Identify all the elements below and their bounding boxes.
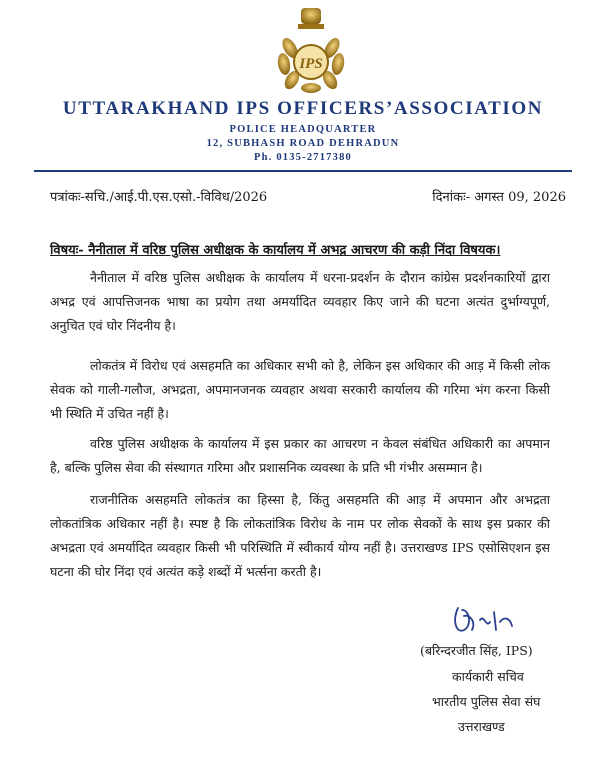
reference-number: पत्रांकः-सचि./आई.पी.एस.एसो.-विविध/2026 bbox=[50, 190, 268, 205]
body-paragraph-2: लोकतंत्र में विरोध एवं असहमति का अधिकार सभी को है, लेकिन इस अधिकार की आड़ में किसी लोक सेवक को गाली-गलौज, अभद्रता, अपमानजनक व्यवहार अथवा सरकारी कार्यालय की गरिमा भंग करना किसी भी स्थिति में उचित नहीं है। bbox=[50, 358, 550, 421]
signer-state: उत्तराखण्ड bbox=[458, 719, 505, 734]
emblem-text: IPS bbox=[299, 56, 323, 72]
address-line-1: POLICE HEADQUARTER bbox=[229, 124, 377, 135]
address-line-3: Ph. 0135-2717380 bbox=[254, 152, 352, 163]
signer-name: (बरिन्दरजीत सिंह, IPS) bbox=[420, 643, 533, 658]
address-line-2: 12, SUBHASH ROAD DEHRADUN bbox=[206, 138, 400, 149]
header-divider bbox=[34, 170, 572, 172]
ips-emblem-logo bbox=[274, 4, 348, 96]
letter-date: दिनांकः- अगस्त 09, 2026 bbox=[432, 190, 566, 205]
letter-subject: विषयः- नैनीताल में वरिष्ठ पुलिस अधीक्षक के कार्यालय में अभद्र आचरण की कड़ी निंदा विषयक। bbox=[50, 243, 501, 258]
handwritten-signature bbox=[450, 600, 520, 640]
signer-designation: कार्यकारी सचिव bbox=[452, 669, 524, 684]
signer-organization: भारतीय पुलिस सेवा संघ bbox=[432, 694, 541, 709]
body-paragraph-3: वरिष्ठ पुलिस अधीक्षक के कार्यालय में इस प्रकार का आचरण न केवल संबंधित अधिकारी का अपमान है, बल्कि पुलिस सेवा की संस्थागत गरिमा और प्रशासनिक व्यवस्था के प्रति भी गंभीर असम्मान है। bbox=[50, 436, 550, 475]
body-paragraph-1: नैनीताल में वरिष्ठ पुलिस अधीक्षक के कार्यालय में धरना-प्रदर्शन के दौरान कांग्रेस प्रदर्शनकारियों द्वारा अभद्र एवं आपत्तिजनक भाषा का प्रयोग तथा अमर्यादित व्यवहार किए जाने की घटना अत्यंत दुर्भाग्यपूर्ण, अनुचित एवं घोर निंदनीय है। bbox=[50, 270, 550, 333]
body-paragraph-4: राजनीतिक असहमति लोकतंत्र का हिस्सा है, किंतु असहमति की आड़ में अपमान और अभद्रता लोकतांत्रिक अधिकार नहीं है। स्पष्ट है कि लोकतांत्रिक विरोध के नाम पर लोक सेवकों के साथ इस प्रकार की अभद्रता एवं अमर्यादित व्यवहार किसी भी परिस्थिति में स्वीकार्य योग्य नहीं है। उत्तराखण्ड IPS एसोसिएशन इस घटना की घोर निंदा एवं अत्यंत कड़े शब्दों में भर्त्सना करती है। bbox=[50, 492, 550, 579]
org-name: UTTARAKHAND IPS OFFICERS’ASSOCIATION bbox=[62, 98, 544, 119]
